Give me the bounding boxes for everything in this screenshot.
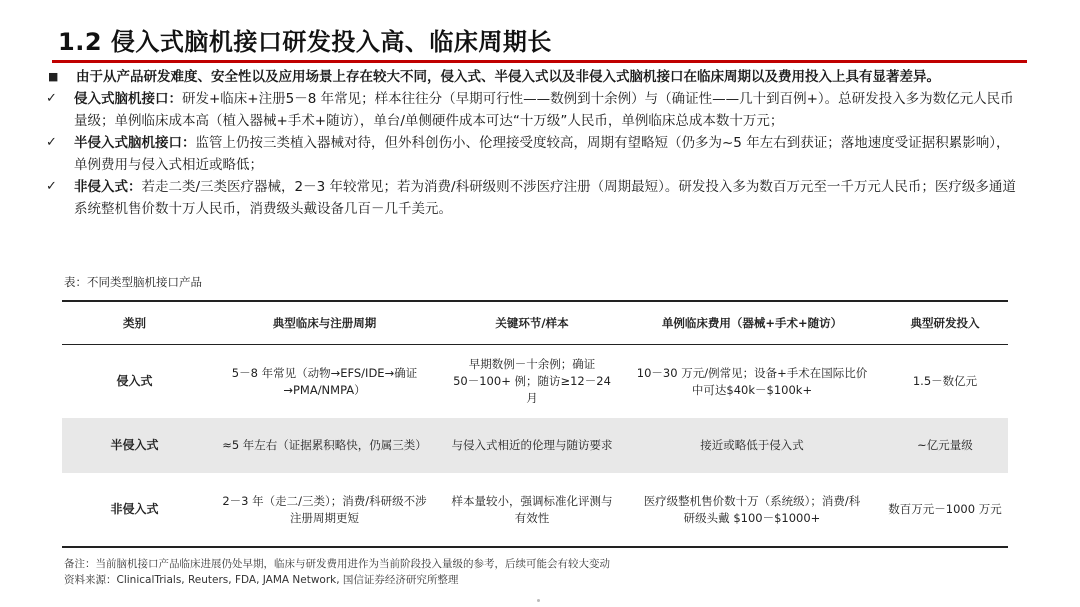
lead-bullet	[46, 66, 1021, 88]
cell-investment: ~亿元量级	[882, 418, 1008, 473]
table-row	[62, 473, 1008, 547]
square-bullet-icon: ■	[48, 70, 59, 83]
table-row	[62, 345, 1008, 419]
header-cycle: 典型临床与注册周期	[207, 301, 442, 345]
title-divider	[52, 60, 1027, 63]
page-title: 1.2 侵入式脑机接口研发投入高、临床周期长	[58, 28, 552, 56]
cell-sample: 样本量较小，强调标准化评测与 有效性	[442, 473, 622, 547]
bullet-text: 若走二类/三类医疗器械，2－3 年较常见；若为消费/科研级则不涉医疗注册（周期最短）。研发投入多为数百万元至一千万元人民币；医疗级多通道系统整机售价数十万人民币，消费级头戴设备几百－几千美元。	[74, 179, 1016, 217]
cell-cycle: ≈5 年左右（证据累积略快，仍属三类）	[207, 418, 442, 473]
cell-sample: 早期数例－十余例；确证 50－100+ 例；随访≥12－24 月	[453, 357, 611, 405]
bullet-non-invasive	[46, 176, 1021, 220]
footnotes	[64, 556, 610, 588]
check-icon: ✓	[46, 179, 57, 194]
table-caption: 表：不同类型脑机接口产品	[64, 275, 202, 289]
cell-investment: 1.5－数亿元	[912, 374, 978, 388]
cell-investment: 数百万元－1000 万元	[882, 473, 1008, 547]
bullet-head: 非侵入式：	[74, 179, 142, 195]
cell-cost: 10－30 万元/例常见；设备+手术在国际比价 中可达$40k－$100k+	[636, 365, 868, 397]
cell-cost: 医疗级整机售价数十万（系统级）；消费/科 研级头戴 $100－$1000+	[622, 473, 882, 547]
header-sample: 关键环节/样本	[442, 301, 622, 345]
header-category: 类别	[62, 301, 207, 345]
check-icon: ✓	[46, 91, 57, 106]
header-investment: 典型研发投入	[882, 301, 1008, 345]
lead-bullet-text: 由于从产品研发难度、安全性以及应用场景上存在较大不同，侵入式、半侵入式以及非侵入式脑机接口在临床周期以及费用投入上具有显著差异。	[76, 69, 940, 85]
cell-cycle: 5－8 年常见（动物→EFS/IDE→确证 →PMA/NMPA）	[231, 365, 418, 397]
table-header-row	[62, 301, 1008, 345]
cell-sample: 与侵入式相近的伦理与随访要求	[442, 418, 622, 473]
check-icon: ✓	[46, 135, 57, 150]
bullet-head: 侵入式脑机接口：	[74, 91, 182, 107]
remark-note: 备注：当前脑机接口产品临床进展仍处早期，临床与研发费用进作为当前阶段投入量级的参考，后续可能会有较大变动	[64, 558, 610, 570]
cell-cost: 接近或略低于侵入式	[622, 418, 882, 473]
page-dot	[537, 599, 540, 602]
cell-cycle: 2－3 年（走二/三类）；消费/科研级不涉 注册周期更短	[207, 473, 442, 547]
bullet-text: 监管上仍按三类植入器械对待，但外科创伤小、伦理接受度较高，周期有望略短（仍多为~5 年左右到获证；落地速度受证据积累影响），单例费用与侵入式相近或略低；	[74, 135, 1010, 173]
comparison-table	[62, 300, 1008, 548]
bullet-semi-invasive	[46, 132, 1021, 176]
bullet-invasive	[46, 88, 1021, 132]
cell-category: 半侵入式	[62, 418, 207, 473]
header-cost: 单例临床费用（器械+手术+随访）	[622, 301, 882, 345]
cell-category: 侵入式	[116, 374, 153, 388]
bullet-head: 半侵入式脑机接口：	[74, 135, 196, 151]
cell-category: 非侵入式	[62, 473, 207, 547]
source-note: 资料来源：ClinicalTrials, Reuters, FDA, JAMA Network, 国信证券经济研究所整理	[64, 574, 459, 586]
bullet-list	[46, 66, 1021, 220]
table-row	[62, 418, 1008, 473]
bullet-text: 研发+临床+注册5－8 年常见；样本往往分（早期可行性——数例到十余例）与（确证性——几十到百例+）。总研发投入多为数亿元人民币量级；单例临床成本高（植入器械+手术+随访），单台/单侧硬件成本可达“十万级”人民币，单例临床总成本数十万元；	[74, 91, 1014, 129]
